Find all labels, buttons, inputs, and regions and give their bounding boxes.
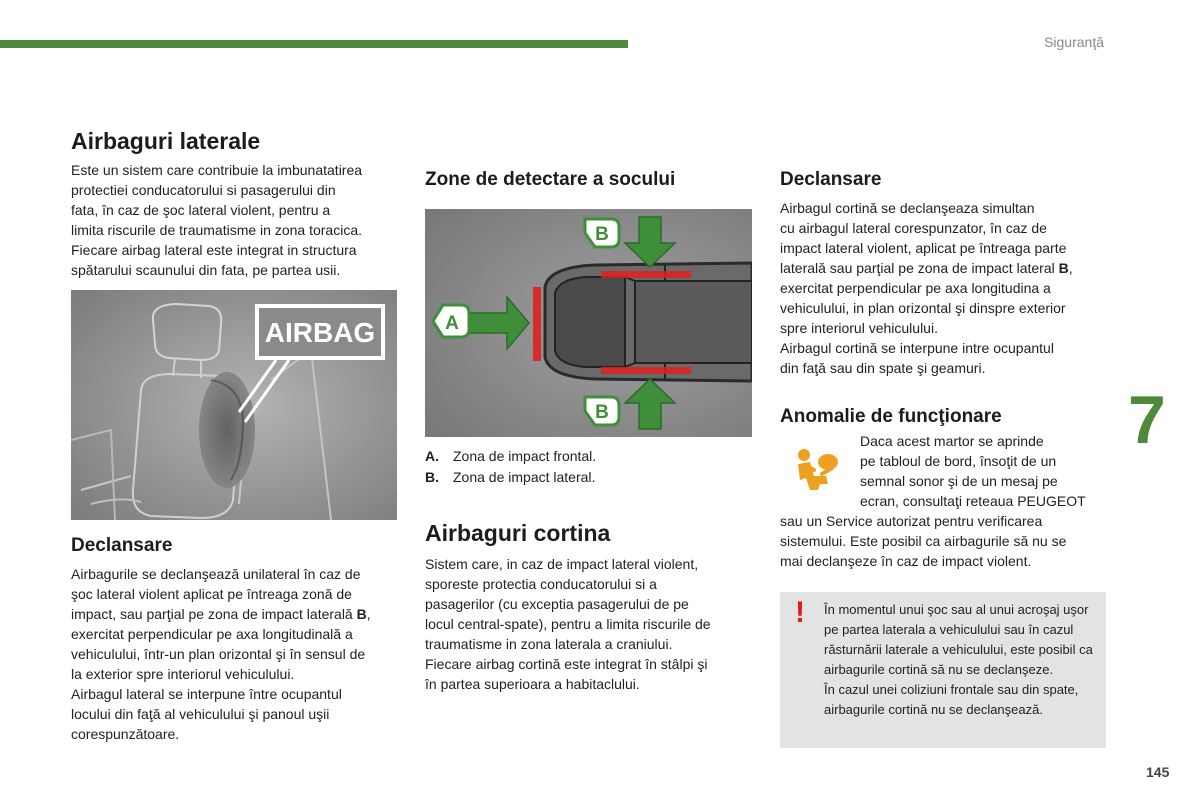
caption-a [425,448,596,464]
label-a: A [445,313,459,334]
text-line: În momentul unui şoc sau al unui acroşaj uşor [824,602,1089,617]
roof [635,281,752,363]
chapter-number: 7 [1128,382,1166,458]
text-run: impact, sau parţial pe zona de impact laterală [71,606,357,622]
malfunction-text-line: Daca acest martor se aprinde [860,433,1044,449]
text-line [780,258,1110,278]
curtain-deployment-text [780,198,1110,378]
text-line: Fiecare airbag cortină este integrat în stâlpi şi [425,656,708,672]
text-run: laterală sau parţial pe zona de impact lateral [780,260,1059,276]
malfunction-text-line: sau un Service autorizat pentru verificarea [780,513,1043,529]
malfunction-text-line: sistemului. Este posibil ca airbagurile să nu se [780,533,1067,549]
text-line: pe partea laterala a vehiculului sau în cazul [824,622,1074,637]
caption-text: Zona de impact frontal. [453,448,597,464]
zone-b-ref: B [356,606,367,622]
seat-drawing [71,290,397,520]
curtain-airbags-text [425,554,755,694]
side-airbag-seat-illustration [71,290,397,520]
malfunction-text-line: pe tabloul de bord, însoţit de un [860,453,1057,469]
text-line: protectiei conducatorului si pasagerului din [71,182,336,198]
text-line: vehiculului, in plan orizontal şi dinspre exterior [780,300,1066,316]
malfunction-title: Anomalie de funcţionare [780,406,1002,427]
text-run: , [1068,260,1073,276]
text-line: Airbagul cortină se declanşeaza simultan [780,200,1035,216]
header-accent-bar [0,40,628,48]
windshield [555,277,625,367]
car-topview-drawing [425,209,752,437]
side-airbags-intro [71,160,401,280]
side-impact-zone-bottom [601,367,691,374]
side-airbags-title: Airbaguri laterale [71,128,261,154]
airbag-label-text: AIRBAG [264,317,376,348]
text-line: la exterior spre interiorul vehiculului. [71,666,295,682]
warning-text [824,600,1100,720]
label-b-top: B [595,224,609,245]
text-line: pasagerilor (cu exceptia pasagerului de pe [425,596,689,612]
text-line: airbagurile cortină nu se declanşează. [824,702,1043,717]
side-impact-zone-top [601,271,691,278]
text-line: exercitat perpendicular pe axa longitudina a [780,280,1051,296]
label-b-bottom: B [595,402,609,423]
airbag-warning-lamp-icon [792,446,844,492]
text-line: corespunzătoare. [71,726,180,742]
text-line: Este un sistem care contribuie la imbunatatirea [71,162,363,178]
text-line: locul central-spate), pentru a limita riscurile de [425,616,711,632]
detection-zones-title: Zone de detectare a socului [425,169,676,190]
text-line: traumatisme in zona laterala a craniului. [425,636,673,652]
text-line: spre interiorul vehiculului. [780,320,938,336]
text-line: sporeste protectia conducatorului si a [425,576,657,592]
malfunction-text-line: mai declanşeze în caz de impact violent. [780,553,1032,569]
malfunction-text-line: ecran, consultaţi reteaua PEUGEOT [860,493,1086,509]
text-line: impact lateral violent, aplicat pe întreaga parte [780,240,1067,256]
malfunction-text-line: semnal sonor şi de un mesaj pe [860,473,1058,489]
side-deployment-title: Declansare [71,535,173,556]
text-line: exercitat perpendicular pe axa longitudinală a [71,626,353,642]
caption-text: Zona de impact lateral. [453,469,596,485]
curtain-airbags-title: Airbaguri cortina [425,520,611,546]
front-impact-zone [533,287,541,361]
warning-exclamation-icon: ! [795,596,805,629]
curtain-deployment-title: Declansare [780,169,882,190]
text-line: Airbagurile se declanşează unilateral în caz de [71,566,361,582]
text-line: spătarului scaunului din fata, pe partea usii. [71,262,341,278]
text-line: locului din faţă al vehiculului şi panoul uşii [71,706,330,722]
caption-b [425,469,595,485]
caption-key: A. [425,448,439,464]
text-line: limita riscurile de traumatisme in zona toracica. [71,222,362,238]
text-line: În cazul unei coliziuni frontale sau din spate, [824,682,1079,697]
text-line: cu airbagul lateral corespunzator, în caz de [780,220,1047,236]
text-line: Sistem care, in caz de impact lateral violent, [425,556,699,572]
text-line: vehiculului, într-un plan orizontal şi în sensul de [71,646,366,662]
text-line: Airbagul lateral se interpune între ocupantul [71,686,342,702]
text-line: răsturnării laterale a vehiculului, este posibil ca [824,642,1093,657]
caption-key: B. [425,469,439,485]
label-a-badge [433,305,469,337]
page-number: 145 [1146,764,1170,780]
text-line: şoc lateral violent aplicat pe întreaga zonă de [71,586,352,602]
zone-b-ref: B [1058,260,1069,276]
text-run: , [366,606,371,622]
text-line [71,604,401,624]
section-title: Siguranţă [1044,34,1104,50]
text-line: Fiecare airbag lateral este integrat in structura [71,242,357,258]
text-line: în partea superioara a habitaclului. [425,676,640,692]
text-line: din faţă sau din spate şi geamuri. [780,360,986,376]
impact-zones-diagram [425,209,752,437]
text-line: Airbagul cortină se interpune intre ocupantul [780,340,1054,356]
text-line: airbagurile cortină să nu se declanşeze. [824,662,1054,677]
side-deployment-text [71,564,401,744]
text-line: fata, în caz de şoc lateral violent, pentru a [71,202,331,218]
